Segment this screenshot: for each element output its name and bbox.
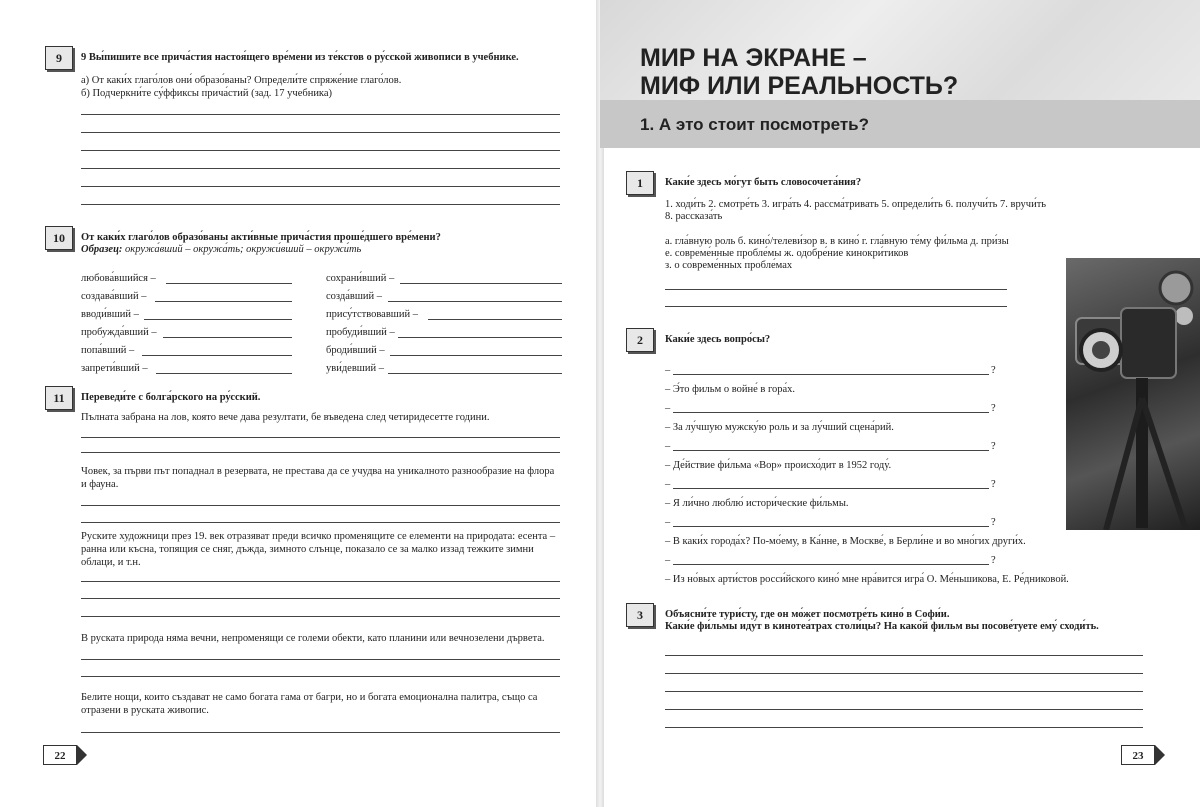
bulgarian-sentence-3: Руските художници през 19. век отразяват преди всичко променящите се елементи на природата: есента – ранна или късна, топящия се сняг, дъжда, зимното слънце, показало се за малко иззад тежките зимни облаци, и т.н. bbox=[81, 531, 556, 568]
answer-line[interactable] bbox=[665, 727, 1143, 728]
answer-line[interactable] bbox=[388, 301, 562, 302]
example-text: окружа́вший – окружа́ть; окружи́вший – окружи́ть bbox=[122, 244, 362, 255]
answer-line[interactable] bbox=[156, 373, 292, 374]
exercise-9-task-a: а) От каки́х глаго́лов они́ образо́ваны? Определи́те спряже́ние глаго́лов. bbox=[81, 75, 402, 86]
answer-line[interactable] bbox=[163, 337, 292, 338]
question-line[interactable] bbox=[673, 488, 989, 489]
answer-line[interactable] bbox=[81, 437, 560, 438]
question-mark: ? bbox=[991, 479, 996, 490]
exercise-11-title: Переведи́те с болга́рского на ру́сский. bbox=[81, 392, 261, 403]
question-line[interactable] bbox=[673, 564, 989, 565]
answer-line[interactable] bbox=[81, 168, 560, 169]
nouns-line-2: е. совреме́нные пробле́мы ж. одобре́ние кинокри́тиков bbox=[665, 248, 909, 259]
verbs-line-1: 1. ходи́ть 2. смотре́ть 3. игра́ть 4. рассма́тривать 5. определи́ть 6. получи́ть 7. вручи́ть bbox=[665, 199, 1047, 210]
exercise-9-number: 9 bbox=[45, 46, 73, 70]
answer-line[interactable] bbox=[81, 581, 560, 582]
answer-line[interactable] bbox=[81, 186, 560, 187]
answer-line[interactable] bbox=[665, 691, 1143, 692]
exercise-2-title: Каки́е здесь вопро́сы? bbox=[665, 334, 771, 345]
chapter-title-line1: МИР НА ЭКРАНЕ – bbox=[640, 44, 867, 72]
dash: – bbox=[665, 365, 671, 376]
question-mark: ? bbox=[991, 403, 996, 414]
question-mark: ? bbox=[991, 365, 996, 376]
answer-line[interactable] bbox=[81, 114, 560, 115]
answer-line[interactable] bbox=[142, 355, 292, 356]
exercise-10-number: 10 bbox=[45, 226, 73, 250]
answer-line[interactable] bbox=[81, 132, 560, 133]
answer-line[interactable] bbox=[81, 522, 560, 523]
answer-line[interactable] bbox=[81, 150, 560, 151]
exercise-10-title: От каки́х глаго́лов образо́ваны акти́вные прича́стия проше́дшего вре́мени? bbox=[81, 232, 441, 243]
answer-4: – Я ли́чно люблю́ истори́ческие фи́льмы. bbox=[665, 498, 849, 509]
answer-line[interactable] bbox=[428, 319, 562, 320]
answer-line[interactable] bbox=[398, 337, 562, 338]
dash: – bbox=[665, 479, 671, 490]
answer-line[interactable] bbox=[665, 655, 1143, 656]
participle-1: любова́вшийся – bbox=[81, 273, 156, 284]
answer-1: – Э́то фильм о войне́ в гора́х. bbox=[665, 384, 796, 395]
answer-line[interactable] bbox=[81, 598, 560, 599]
question-line[interactable] bbox=[673, 412, 989, 413]
participle-5: попа́вший – bbox=[81, 345, 135, 356]
participle-9: прису́тствовавший – bbox=[326, 309, 418, 320]
section-title: 1. А это стоит посмотреть? bbox=[640, 115, 870, 134]
dash: – bbox=[665, 403, 671, 414]
exercise-2-number: 2 bbox=[626, 328, 654, 352]
exercise-9-title: 9 Вы́пишите все прича́стия настоя́щего вре́мени из те́кстов о ру́сской живописи в учебнике. bbox=[81, 52, 519, 63]
answer-line[interactable] bbox=[388, 373, 562, 374]
page-number-label: 22 bbox=[43, 745, 77, 765]
answer-line[interactable] bbox=[144, 319, 292, 320]
question-mark: ? bbox=[991, 555, 996, 566]
participle-2: создава́вший – bbox=[81, 291, 147, 302]
exercise-9-task-b: б) Подчеркни́те су́ффиксы прича́стий (зад. 17 учебника) bbox=[81, 88, 333, 99]
answer-line[interactable] bbox=[400, 283, 562, 284]
exercise-10-example bbox=[81, 243, 361, 256]
dash: – bbox=[665, 441, 671, 452]
answer-line[interactable] bbox=[665, 709, 1143, 710]
dash: – bbox=[665, 555, 671, 566]
question-line[interactable] bbox=[673, 374, 989, 375]
participle-12: уви́девший – bbox=[326, 363, 384, 374]
participle-3: вводи́вший – bbox=[81, 309, 139, 320]
bulgarian-sentence-5: Белите нощи, които създават не само богата гама от багри, но и богата емоционална палитра, също са отразени в руската живопис. bbox=[81, 692, 538, 716]
answer-line[interactable] bbox=[390, 355, 562, 356]
answer-line[interactable] bbox=[81, 659, 560, 660]
film-camera-photo bbox=[1066, 258, 1200, 530]
answer-5: – В каки́х города́х? По-мо́ему, в Ка́нне, в Москве́, в Берли́не и во мно́гих други́х. bbox=[665, 536, 1026, 547]
answer-2: – За лу́чшую мужску́ю роль и за лу́чший сцена́рий. bbox=[665, 422, 894, 433]
question-mark: ? bbox=[991, 441, 996, 452]
participle-10: пробуди́вший – bbox=[326, 327, 395, 338]
exercise-11-number: 11 bbox=[45, 386, 73, 410]
dash: – bbox=[665, 517, 671, 528]
arrow-right-icon bbox=[1155, 745, 1165, 765]
page-number-right bbox=[1121, 745, 1171, 765]
answer-line[interactable] bbox=[81, 452, 560, 453]
answer-line[interactable] bbox=[166, 283, 292, 284]
example-label: Образец: bbox=[81, 244, 123, 255]
answer-3: – Де́йствие фи́льма «Вор» происхо́дит в 1952 году́. bbox=[665, 460, 892, 471]
answer-line[interactable] bbox=[81, 505, 560, 506]
exercise-3-title-1: Объясни́те тури́сту, где он мо́жет посмотре́ть кино́ в Софи́и. bbox=[665, 609, 950, 620]
bulgarian-sentence-1: Пълната забрана на лов, която вече дава резултати, бе въведена след четиридесетте години. bbox=[81, 412, 490, 423]
participle-8: созда́вший – bbox=[326, 291, 383, 302]
answer-line[interactable] bbox=[81, 616, 560, 617]
participle-11: броди́вший – bbox=[326, 345, 385, 356]
bulgarian-sentence-4: В руската природа няма вечни, непроменящи се големи обекти, като планини или вечнозелени дървета. bbox=[81, 633, 545, 644]
answer-line[interactable] bbox=[81, 676, 560, 677]
answer-line[interactable] bbox=[155, 301, 292, 302]
bulgarian-sentence-2: Човек, за първи път попаднал в резервата, не престава да се учудва на уникалното разнообразие на флора и фауна. bbox=[81, 466, 555, 490]
participle-7: сохрани́вший – bbox=[326, 273, 395, 284]
arrow-right-icon bbox=[77, 745, 87, 765]
camera-image bbox=[1066, 258, 1200, 530]
answer-line[interactable] bbox=[81, 204, 560, 205]
exercise-3-number: 3 bbox=[626, 603, 654, 627]
answer-6: – Из но́вых арти́стов росси́йского кино́ мне нра́вится игра́ О. Ме́ньшикова, Е. Ре́дниковой. bbox=[665, 574, 1069, 585]
exercise-1-title: Каки́е здесь мо́гут быть словосочета́ния? bbox=[665, 177, 862, 188]
question-mark: ? bbox=[991, 517, 996, 528]
question-line[interactable] bbox=[673, 450, 989, 451]
answer-line[interactable] bbox=[81, 732, 560, 733]
answer-line[interactable] bbox=[665, 306, 1007, 307]
participle-4: пробужда́вший – bbox=[81, 327, 157, 338]
answer-line[interactable] bbox=[665, 289, 1007, 290]
participle-6: запрети́вший – bbox=[81, 363, 148, 374]
question-line[interactable] bbox=[673, 526, 989, 527]
exercise-1-number: 1 bbox=[626, 171, 654, 195]
page-number-left bbox=[43, 745, 93, 765]
verbs-line-2: 8. рассказа́ть bbox=[665, 211, 723, 222]
right-page bbox=[600, 0, 1200, 807]
chapter-title-line2: МИФ ИЛИ РЕАЛЬНОСТЬ? bbox=[640, 72, 959, 100]
exercise-3-title-2: Каки́е фи́льмы иду́т в кинотеа́трах столи́цы? На како́й фильм вы посове́туете ему́ сходи́ть. bbox=[665, 621, 1099, 632]
page-number-label: 23 bbox=[1121, 745, 1155, 765]
answer-line[interactable] bbox=[665, 673, 1143, 674]
nouns-line-1: а. гла́вную роль б. кино́/телеви́зор в. в кино́ г. гла́вную те́му фи́льма д. при́зы bbox=[665, 236, 1009, 247]
nouns-line-3: з. о совреме́нных пробле́мах bbox=[665, 260, 793, 271]
